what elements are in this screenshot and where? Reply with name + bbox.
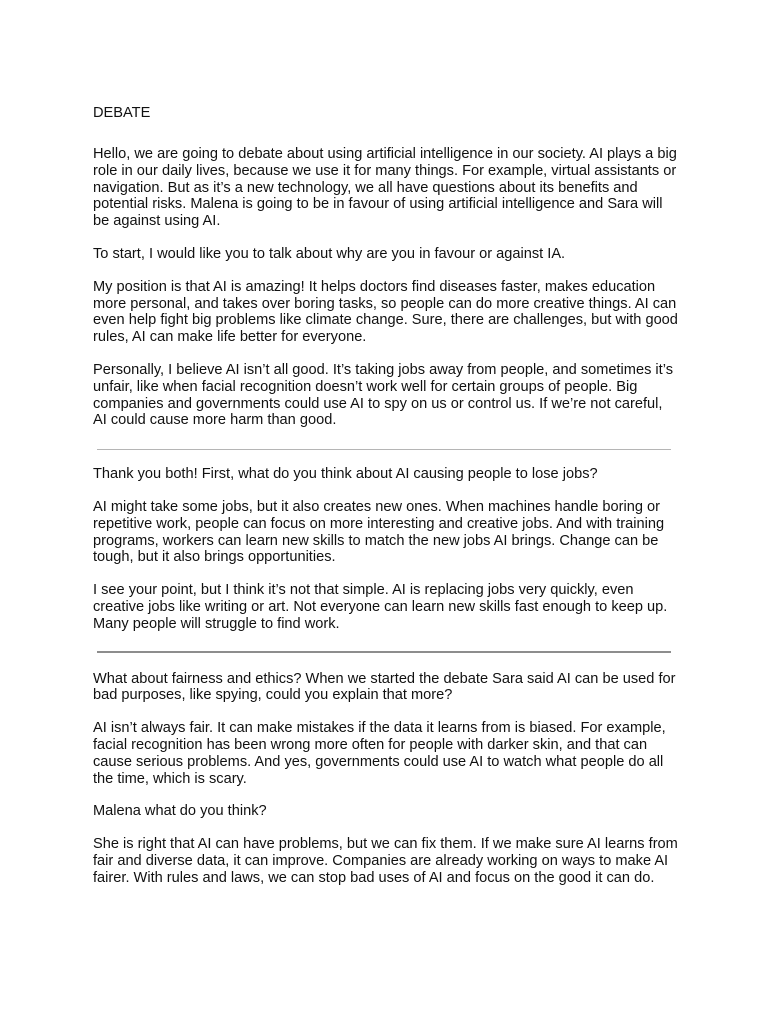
document-content (93, 104, 678, 903)
introduction-paragraph: Hello, we are going to debate about using artificial intelligence in our society. AI plays a big role in our daily lives, because we use it for many things. For example, virtual assistants or navigation. But as it’s a new technology, we all have questions about its benefits and potential risks. Malena is going to be in favour of using artificial intelligence and Sara will be against using AI. (93, 146, 677, 230)
ethics-section (93, 671, 678, 887)
moderator-follow-up: Malena what do you think? (93, 803, 267, 820)
jobs-section (93, 466, 678, 632)
moderator-question-ethics: What about fairness and ethics? When we started the debate Sara said AI can be used for bad purposes, like spying, could you explain that more? (93, 670, 676, 704)
moderator-question-opening: To start, I would like you to talk about why are you in favour or against IA. (93, 245, 566, 262)
sara-jobs-response: I see your point, but I think it’s not that simple. AI is replacing jobs very quickly, even creative jobs like writing or art. Not everyone can learn new skills fast enough to keep up. Many people will struggle to find work. (93, 582, 668, 632)
malena-jobs-response: AI might take some jobs, but it also creates new ones. When machines handle boring or repetitive work, people can focus on more interesting and creative jobs. And with training programs, workers can learn new skills to match the new jobs AI brings. Change can be tough, but it also brings opportunities. (93, 498, 665, 566)
introduction-section (93, 146, 678, 429)
malena-ethics-response: She is right that AI can have problems, but we can fix them. If we make sure AI learns from fair and diverse data, it can improve. Companies are already working on ways to make AI fairer. With rules and laws, we can stop bad uses of AI and focus on the good it can do. (93, 836, 678, 886)
section-divider (97, 449, 671, 450)
document-title: DEBATE (93, 105, 151, 121)
moderator-question-jobs: Thank you both! First, what do you think about AI causing people to lose jobs? (93, 466, 598, 483)
section-divider (97, 651, 671, 653)
sara-ethics-response: AI isn’t always fair. It can make mistakes if the data it learns from is biased. For example, facial recognition has been wrong more often for people with darker skin, and that can cause serious problems. And yes, governments could use AI to watch what people do all the time, which is scary. (93, 720, 666, 787)
sara-opening-argument: Personally, I believe AI isn’t all good. It’s taking jobs away from people, and sometimes it’s unfair, like when facial recognition doesn’t work well for certain groups of people. Big companies and governments could use AI to spy on us or control us. If we’re not careful, AI could cause more harm than good. (93, 361, 673, 429)
malena-opening-argument: My position is that AI is amazing! It helps doctors find diseases faster, makes education more personal, and takes over boring tasks, so people can do more creative things. AI can even help fight big problems like climate change. Sure, there are challenges, but with good rules, AI can make life better for everyone. (93, 278, 678, 346)
